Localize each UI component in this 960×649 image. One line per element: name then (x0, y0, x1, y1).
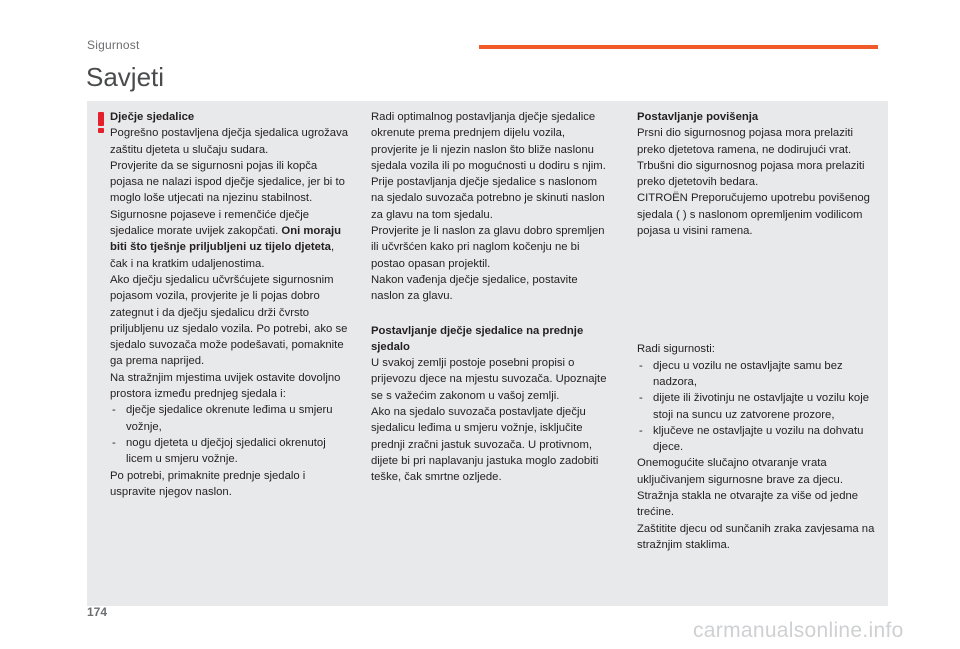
paragraph: CITROËN Preporučujemo upotrebu povišenog sjedala ( ) s naslonom opremljenim vodilicom pojasa u visini ramena. (637, 192, 870, 238)
paragraph: Zaštitite djecu od sunčanih zraka zavjesama na stražnjim staklima. (637, 522, 875, 551)
paragraph: Radi optimalnog postavljanja dječje sjedalice okrenute prema prednjem dijelu vozila, provjerite je li njezin naslon što bliže naslonu sjedala vozila ili po mogućnosti u dodiru s njim. (371, 111, 606, 172)
page-number: 174 (87, 605, 108, 619)
heading-front-seat: Postavljanje dječje sjedalice na prednje sjedalo (371, 324, 584, 353)
paragraph: Prije postavljanja dječje sjedalice s naslonom na sjedalo suvozača potrebno je skinuti naslon za glavu na tom sjedalu. (371, 176, 605, 221)
dash-list (110, 402, 352, 467)
list-item: - djecu u vozilu ne ostavljajte samu bez nadzora, (637, 358, 883, 391)
section-label: Sigurnost (87, 38, 140, 52)
list-item: - ključeve ne ostavljajte u vozilu na dohvatu djece. (637, 423, 883, 456)
list-item: - dijete ili životinju ne ostavljajte u vozilu koje stoji na suncu uz zatvorene prozore, (637, 390, 883, 423)
column-booster (637, 109, 883, 553)
paragraph: Stražnja stakla ne otvarajte za više od jedne trećine. (637, 490, 859, 519)
page-title: Savjeti (86, 62, 165, 92)
paragraph-belts: Sigurnosne pojaseve i remenčiće dječje sjedalice morate uvijek zakopčati. Oni moraju biti što tješnje priljubljeni uz tijelo djeteta, čak i na kratkim udaljenostima. (110, 208, 342, 270)
paragraph: Prsni dio sigurnosnog pojasa mora prelaziti preko djetetova ramena, ne dodirujući vrat. (637, 127, 854, 156)
paragraph: Ako dječju sjedalicu učvršćujete sigurnosnim pojasom vozila, provjerite je li pojas dobro zategnut i da dječju sjedalicu drži čvrsto priljubljenu uz sjedalo vozila. Po potrebi, ako se sjedalo suvozača može podešavati, pomaknite ga prema naprijed. (110, 273, 348, 368)
paragraph: Na stražnjim mjestima uvijek ostavite dovoljno prostora između prednjeg sjedala i: (110, 371, 341, 401)
paragraph: Onemogućite slučajno otvaranje vrata uključivanjem sigurnosne brave za djecu. (637, 457, 843, 486)
dash-list (637, 358, 883, 456)
paragraph: Po potrebi, primaknite prednje sjedalo i uspravite njegov naslon. (110, 469, 306, 498)
emphasis-text: Oni moraju biti što tješnje priljubljeni uz tijelo djeteta (110, 225, 342, 254)
watermark: carmanualsonline.info (693, 619, 904, 642)
list-item: - nogu djeteta u dječjoj sjedalici okrenutoj licem u smjeru vožnje. (110, 435, 352, 468)
heading-child-seats: Dječje sjedalice (110, 111, 195, 123)
paragraph: Provjerite da se sigurnosni pojas ili kopča pojasa ne nalazi ispod dječje sjedalice, jer bi to moglo loše utjecati na njezinu stabilnost. (110, 159, 345, 205)
warning-exclamation-icon (96, 112, 106, 133)
section-accent-bar (479, 45, 878, 49)
paragraph: U svakoj zemlji postoje posebni propisi o prijevozu djece na mjestu suvozača. Upoznajte se s važećim zakonom u vašoj zemlji. (371, 357, 607, 402)
column-front-seat (371, 109, 611, 486)
paragraph: Provjerite je li naslon za glavu dobro spremljen ili učvršćen kako pri naglom kočenju ne bi postao opasan projektil. (371, 225, 605, 270)
heading-booster: Postavljanje povišenja (637, 111, 759, 123)
paragraph: Trbušni dio sigurnosnog pojasa mora prelaziti preko djetetovih bedara. (637, 159, 865, 189)
paragraph: Ako na sjedalo suvozača postavljate dječju sjedalicu leđima u smjeru vožnje, isključite prednji zračni jastuk suvozača. U protivnom, dijete bi pri naplavanju jastuka moglo zadobiti teške, čak smrtne ozljede. (371, 406, 599, 484)
paragraph: Nakon vađenja dječje sjedalice, postavite naslon za glavu. (371, 273, 578, 303)
paragraph: Pogrešno postavljena dječja sjedalica ugrožava zaštitu djeteta u slučaju sudara. (110, 127, 349, 156)
column-child-seats (110, 109, 352, 500)
list-item: - dječje sjedalice okrenute leđima u smjeru vožnje, (110, 402, 352, 435)
paragraph: Radi sigurnosti: (637, 343, 715, 356)
